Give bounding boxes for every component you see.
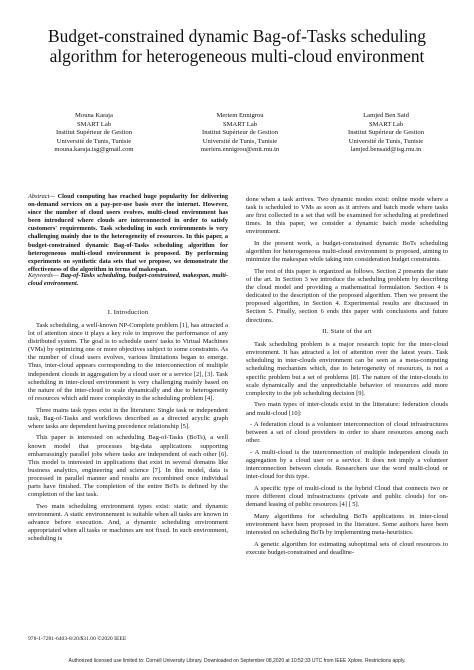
license-note: Authorized licensed use limited to: Cornell University Library. Downloaded on September 08,2020 at 10:52:33 UTC from IEEE Xplore. Restrictions apply. [68, 658, 406, 664]
paragraph: - A federation cloud is a volunteer interconnection of cloud infrastructures between a set of cloud providers in order to share resources among each other. [246, 421, 448, 445]
author-university: Université de Tunis, Tunisie [202, 137, 278, 145]
author-university: Université de Tunis, Tunisie [56, 137, 132, 145]
author-1 [30, 112, 158, 188]
paragraph: - A multi-cloud is the interconnection of multiple independent clouds in aggregation by a cloud user or a service. It does not imply a volunteer interconnection between clouds. Researchers use the word multi-cloud or inter-cloud for this type. [246, 449, 448, 481]
isbn-footer: 978-1-7281-6403-8/20/$31.00 ©2020 IEEE [28, 636, 127, 642]
author-lab: SMART Lab [222, 120, 258, 128]
author-institution: Institut Supérieur de Gestion [56, 129, 132, 137]
keywords-lead: Keywords— [28, 272, 59, 279]
paragraph: Task scheduling problem is a major research topic for the inter-cloud environment. It has attracted a lot of attention over the latest years. Task scheduling in inter-clouds environment can be seen as a meta-computing scheduling mechanism which, due to heterogeneity of resources, is not a specific problem but a set of problems [8]. The nature of the inter-clouds to scale dynamically and the unpredictable behavior of resources add more complexity to the job scheduling decision [9]. [246, 341, 448, 397]
paragraph: This paper is interested on scheduling Bag-of-Tasks (BoTs), a well known model that processes big-data applications supporting embarrassingly parallel jobs where tasks are independent of each other [6]. This model is interested in applications that exist in several domains like business analytics, engineering and science [7]. In this model, data is processed in parallel manner and results are recombined once individual parts have finished. The completion of the entire BoTs is defined by the completion of the last task. [28, 434, 228, 499]
paragraph: In the present work, a budget-constrained dynamic BoTs scheduling algorithm for heterogeneous multi-cloud environment is proposed, aiming to minimize the makespan while taking into consideration budget constraints. [246, 240, 448, 264]
right-column [246, 196, 448, 561]
paper-title: Budget-constrained dynamic Bag-of-Tasks scheduling algorithm for heterogeneous multi-cloud environment [48, 26, 426, 66]
paragraph: A specific type of multi-cloud is the hybrid Cloud that connects two or more different cloud infrastructures (private and public clouds) for on-demand leasing of public resources [4] [ 5]. [246, 485, 448, 509]
abstract [28, 193, 228, 274]
author-email[interactable]: mouna.karaja.isg@gmail.com [54, 146, 134, 154]
left-column [28, 306, 228, 547]
author-lab: SMART Lab [368, 120, 404, 128]
author-email[interactable]: lamjed.bensaid@isg.rnu.tn [350, 146, 422, 154]
paragraph: A genetic algorithm for estimating suboptimal sets of cloud resources to execute budget-constrained and deadline- [246, 540, 448, 556]
author-university: Université de Tunis, Tunisie [348, 137, 424, 145]
author-lab: SMART Lab [76, 120, 112, 128]
author-block [30, 112, 450, 188]
paragraph: The rest of this paper is organized as follows. Section 2 presents the state of the art. In Section 3 we introduce the scheduling problem by describing the cloud model and providing a mathematical formulation. Section 4 is dedicated to the description of the proposed algorithm. Then we present the proposed algorithm, in Section 4. Experimental results are discussed in Section 5. Finally, section 6 ends this paper with conclusions and future directions. [246, 267, 448, 324]
abstract-text: Cloud computing has reached huge popularity for delivering on-demand services on a pay-per-use basis over the internet. However, since the number of cloud users evolves, multi-cloud environment has been introduced where clouds are interconnected in order to satisfy customers' requirements. Task scheduling in such environments is very challenging mainly due to the heterogeneity of resources. In this paper, a budget-constrained dynamic Bag-of-Tasks scheduling algorithm for heterogeneous multi-cloud environment is proposed. By performing experiments on synthetic data sets that we propose, we demonstrate the effectiveness of the algorithm in terms of makespan. [28, 193, 228, 273]
paragraph: Task scheduling, a well-known NP-Complete problem [1], has attracted a lot of attention since it plays a key role to improve the performance of any distributed system. The goal is to schedule users' tasks to Virtual Machines (VMs) by optimizing one or more objectives subject to some constraints. As the number of cloud users evolves, various limitations began to emerge. Thus, inter-cloud appears corresponding to the interconnection of multiple independent clouds in aggregation by a cloud user or a service [2], [3]. Task scheduling in inter-cloud environment is very challenging mainly based on the nature of the inter-cloud to scale dynamically and due to heterogeneity of resources which add more complexity to the scheduling problem [4]. [28, 322, 228, 402]
abstract-lead: Abstract— [28, 193, 55, 200]
author-name: Mouna Karaja [75, 112, 113, 119]
author-institution: Institut Supérieur de Gestion [202, 129, 278, 137]
keywords [28, 272, 228, 288]
paragraph: Two main types of inter-clouds exist in the litterature: federation clouds and multi-cloud [10]: [246, 401, 448, 417]
paragraph: done when a task arrives. Two dynamic modes exist: online mode where a task is scheduled to VMs as soon as it arrives and batch mode where tasks are first collected in a set that will be examined for scheduling at predefined times. In this paper, we consider a dynamic batch mode scheduling environment. [246, 196, 448, 236]
author-email[interactable]: meriem.ennigrou@enit.rnu.tn [200, 146, 280, 154]
author-institution: Institut Supérieur de Gestion [348, 129, 424, 137]
author-3 [322, 112, 450, 188]
paragraph: Three mains task types exist in the literature: Single task or independent task, Bag-of-Tasks and workflows described as a directed acyclic graph where tasks are dependent having precedence relationship [5]. [28, 406, 228, 430]
section-heading-introduction: I. Introduction [107, 309, 149, 316]
paragraph: Two main scheduling environment types exist: static and dynamic environment. A static environnement is suitable when all tasks are known in advance before execution. And, a dynamic scheduling environment appropriated when all tasks or machines are not fixed. In such environment, scheduling is [28, 502, 228, 543]
paragraph: Many algorithms for scheduling BoTs applications in inter-cloud environment have been proposed in the literature. Some authors have been interested on scheduling BoTs by implementing meta-heuristics. [246, 512, 448, 537]
author-name: Lamjed Ben Said [363, 112, 409, 119]
section-heading-state-of-the-art: II. State of the art [322, 328, 372, 336]
author-2 [176, 112, 304, 188]
keywords-text: Bag-of-Tasks scheduling, budget-constrained, makespan, multi-cloud environment. [28, 272, 228, 288]
author-name: Meriem Ennigrou [216, 112, 264, 119]
